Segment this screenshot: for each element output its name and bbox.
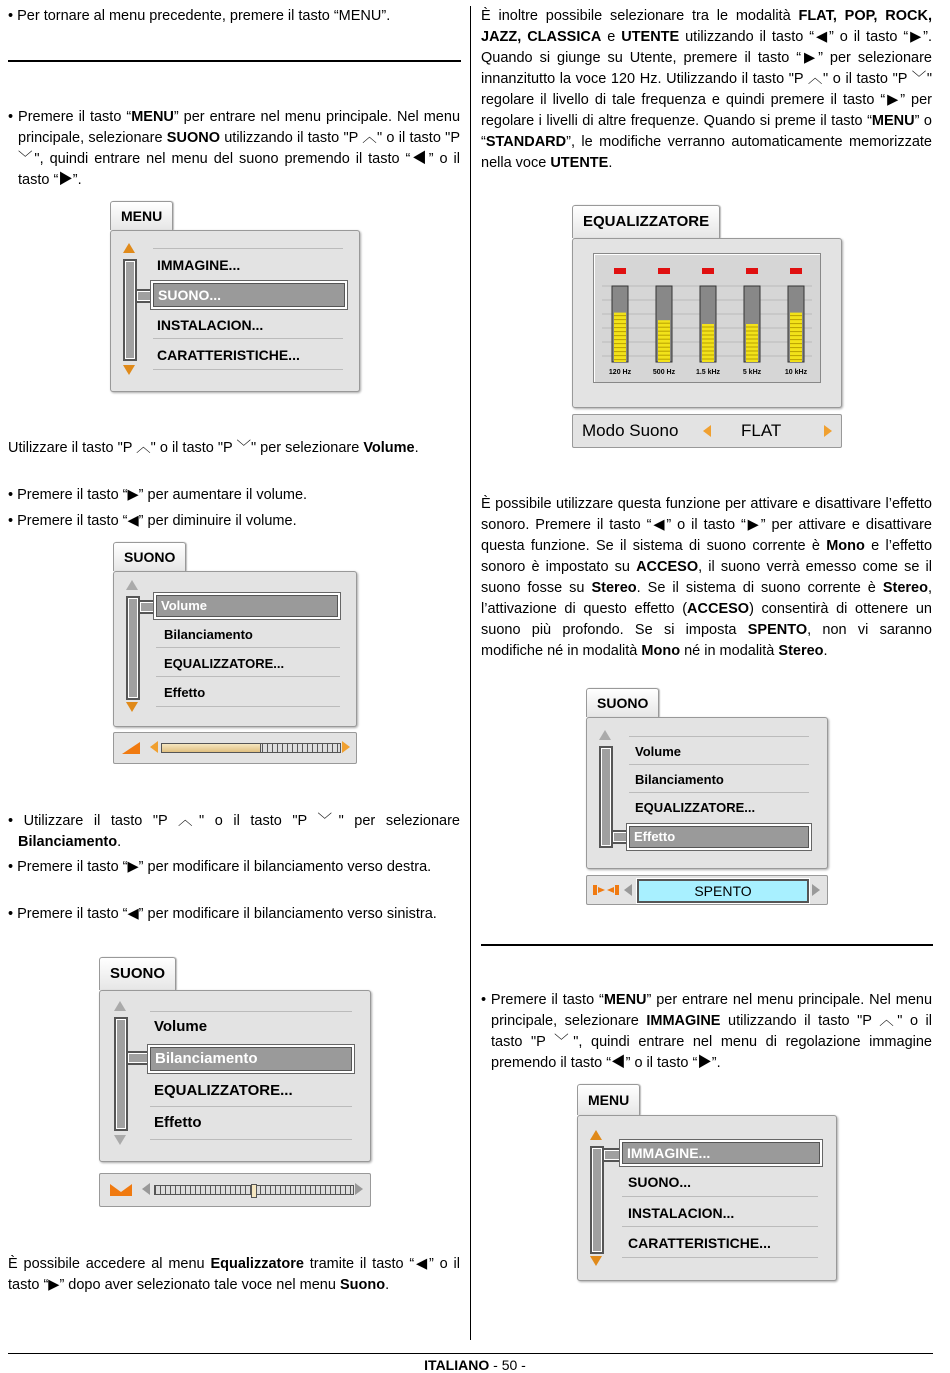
- selection-connector: [604, 1148, 622, 1162]
- scroll-up-icon[interactable]: [123, 243, 135, 253]
- eq-band-label: 500 Hz: [652, 369, 676, 376]
- sound-mode-label: Modo Suono: [582, 421, 679, 440]
- selection-connector: [128, 1051, 150, 1065]
- scroll-rail: [590, 1146, 604, 1254]
- menu-item-instalacion[interactable]: INSTALACION...: [157, 317, 264, 333]
- sound-mode-bar: [572, 414, 842, 448]
- menu-tab: SUONO: [99, 957, 176, 990]
- scroll-up-icon[interactable]: [590, 1130, 602, 1140]
- section-divider: [8, 60, 461, 62]
- balance-left-arrow[interactable]: [142, 1183, 150, 1195]
- menu-item-effetto[interactable]: Effetto: [154, 1114, 202, 1131]
- effect-icon: [593, 885, 619, 895]
- scroll-rail: [123, 259, 137, 361]
- menu-item-instalacion[interactable]: INSTALACION...: [628, 1205, 735, 1221]
- menu-panel: [110, 230, 360, 392]
- menu-item-suono[interactable]: SUONO...: [153, 283, 345, 307]
- scroll-rail: [114, 1017, 128, 1131]
- scroll-up-icon[interactable]: [599, 730, 611, 740]
- effect-description: È possibile utilizzare questa funzione per attivare e disattivare l’effetto sonoro. Premere il tasto “◀” o il tasto “▶” per attivare e disattivare questa funzione. Se il sistema di suono corrente è Mono e l’effetto sonoro è impostato su ACCESO, il suono verrà emesso come se il suono fosse su Stereo. Se il sistema di suono corrente è Stereo, l’attivazione di questo effetto (ACCESO) consentirà di ottenere un suono più profondo. Se si imposta SPENTO, non vi saranno modifiche né in modalità Mono né in modalità Stereo.: [481, 496, 933, 659]
- menu-item-immagine[interactable]: IMMAGINE...: [622, 1142, 820, 1164]
- menu-panel: [113, 571, 357, 727]
- scroll-up-icon[interactable]: [114, 1001, 126, 1011]
- page-footer: [0, 1357, 950, 1373]
- balance-right-arrow[interactable]: [355, 1183, 363, 1195]
- menu-item-immagine[interactable]: IMMAGINE...: [157, 257, 241, 273]
- balance-slider[interactable]: [154, 1185, 354, 1195]
- volume-fill: [162, 744, 261, 752]
- scroll-down-icon[interactable]: [126, 702, 138, 712]
- scroll-up-icon[interactable]: [126, 580, 138, 590]
- eq-peak-indicator: [702, 268, 714, 274]
- menu-tab: SUONO: [586, 688, 659, 717]
- volume-select-instruction: Utilizzare il tasto "P ︿" o il tasto "P ﹀" per selezionare Volume.: [8, 440, 419, 456]
- menu-item-effetto[interactable]: Effetto: [164, 685, 206, 700]
- menu-item-effetto[interactable]: Effetto: [629, 826, 809, 848]
- menu-tab: MENU: [110, 201, 173, 230]
- balance-icon: [110, 1184, 132, 1196]
- equalizer-graph: [593, 253, 821, 383]
- menu-tab: SUONO: [113, 542, 186, 571]
- page-number: - 50 -: [489, 1357, 526, 1373]
- menu-item-volume[interactable]: Volume: [635, 744, 681, 759]
- selection-connector: [140, 600, 156, 614]
- volume-up-instruction: • Premere il tasto “▶” per aumentare il volume.: [8, 487, 308, 503]
- selection-connector: [613, 830, 629, 844]
- menu-tab: MENU: [577, 1084, 640, 1115]
- sound-menu-volume-widget: [113, 542, 357, 764]
- footer-rule: [8, 1353, 933, 1354]
- volume-slider[interactable]: [161, 743, 341, 753]
- menu-item-bilanciamento[interactable]: Bilanciamento: [635, 772, 724, 787]
- eq-band-label: 10 kHz: [784, 369, 808, 376]
- effect-bar: [586, 875, 828, 905]
- eq-band-label: 1.5 kHz: [695, 369, 721, 376]
- effect-value[interactable]: SPENTO: [637, 879, 809, 903]
- scroll-down-icon[interactable]: [123, 365, 135, 375]
- menu-item-equalizzatore[interactable]: EQUALIZZATORE...: [635, 800, 756, 815]
- balance-right-instruction: • Premere il tasto “▶” per modificare il bilanciamento verso destra.: [8, 859, 432, 875]
- eq-band-label: 120 Hz: [608, 369, 632, 376]
- menu-panel: [577, 1115, 837, 1281]
- main-menu-widget: [110, 201, 360, 391]
- scroll-rail: [599, 746, 613, 848]
- eq-peak-indicator: [790, 268, 802, 274]
- mode-next-arrow[interactable]: [824, 425, 832, 437]
- section-divider: [481, 944, 933, 946]
- eq-band-label: 5 kHz: [742, 369, 762, 376]
- sound-menu-effect-widget: [586, 688, 828, 906]
- balance-select-instruction: • Utilizzare il tasto "P ︿" o il tasto "P ﹀" per selezionare Bilanciamento.: [8, 813, 460, 850]
- volume-decrease-arrow[interactable]: [150, 741, 158, 753]
- balance-knob[interactable]: [251, 1184, 257, 1198]
- eq-band-level[interactable]: [658, 320, 670, 362]
- menu-item-equalizzatore[interactable]: EQUALIZZATORE...: [164, 656, 285, 671]
- menu-panel: [99, 990, 371, 1162]
- column-divider: [470, 6, 471, 1340]
- scroll-rail: [126, 596, 140, 700]
- equalizer-modes-description: È inoltre possibile selezionare tra le modalità FLAT, POP, ROCK, JAZZ, CLASSICA e UTENTE utilizzando il tasto “◀” o il tasto “▶”. Quando si giunge su Utente, premere il tasto “▶” per selezionare innanzitutto la voce 120 Hz. Utilizzando il tasto "P ︿" o il tasto "P ﹀" regolare il livello di tale frequenza e quindi premere il tasto “▶” per regolare i livelli di altre frequenze. Quando si preme il tasto “MENU” o “STANDARD”, le modifiche verranno automaticamente memorizzate nella voce UTENTE.: [481, 8, 932, 171]
- scroll-down-icon[interactable]: [114, 1135, 126, 1145]
- menu-item-volume[interactable]: Volume: [154, 1018, 208, 1035]
- equalizer-access-note: È possibile accedere al menu Equalizzatore tramite il tasto “◀” o il tasto “▶” dopo aver selezionato tale voce nel menu Suono.: [8, 1256, 460, 1293]
- menu-item-caratteristiche[interactable]: CARATTERISTICHE...: [628, 1235, 771, 1251]
- volume-icon: [122, 742, 140, 754]
- effect-prev-arrow[interactable]: [624, 884, 632, 896]
- equalizer-widget: [572, 205, 842, 449]
- eq-peak-indicator: [746, 268, 758, 274]
- balance-left-instruction: • Premere il tasto “◀” per modificare il bilanciamento verso sinistra.: [8, 906, 437, 922]
- menu-item-suono[interactable]: SUONO...: [628, 1174, 692, 1190]
- scroll-down-icon[interactable]: [590, 1256, 602, 1266]
- sound-menu-balance-widget: [99, 957, 371, 1207]
- sound-mode-value: FLAT: [741, 421, 782, 440]
- effect-next-arrow[interactable]: [812, 884, 820, 896]
- equalizer-panel: [572, 238, 842, 408]
- eq-peak-indicator: [614, 268, 626, 274]
- menu-item-equalizzatore[interactable]: EQUALIZZATORE...: [154, 1082, 293, 1099]
- menu-item-caratteristiche[interactable]: CARATTERISTICHE...: [157, 347, 300, 363]
- menu-item-bilanciamento[interactable]: Bilanciamento: [150, 1047, 352, 1071]
- volume-down-instruction: • Premere il tasto “◀” per diminuire il volume.: [8, 513, 297, 529]
- equalizer-tab: EQUALIZZATORE: [572, 205, 720, 238]
- menu-panel: [586, 717, 828, 869]
- sound-menu-instruction: • Premere il tasto “MENU” per entrare nel menu principale. Nel menu principale, selezionare SUONO utilizzando il tasto "P ︿" o il tasto "P ﹀", quindi entrare nel menu del suono premendo il tasto “◀” o il tasto “▶”.: [8, 109, 461, 188]
- menu-item-volume[interactable]: Volume: [156, 595, 338, 617]
- menu-item-bilanciamento[interactable]: Bilanciamento: [164, 627, 253, 642]
- mode-prev-arrow[interactable]: [703, 425, 711, 437]
- selection-connector: [137, 289, 153, 303]
- main-menu-picture-widget: [577, 1084, 837, 1282]
- volume-bar: [113, 732, 357, 764]
- back-instruction: • Per tornare al menu precedente, premere il tasto “MENU”.: [8, 8, 391, 24]
- eq-peak-indicator: [658, 268, 670, 274]
- footer-language: ITALIANO: [424, 1357, 490, 1373]
- balance-bar: [99, 1173, 371, 1207]
- equalizer-bands: [594, 254, 820, 382]
- volume-increase-arrow[interactable]: [342, 741, 350, 753]
- picture-menu-instruction: • Premere il tasto “MENU” per entrare nel menu principale. Nel menu principale, selezionare IMMAGINE utilizzando il tasto "P ︿" o il tasto "P ﹀", quindi entrare nel menu di regolazione immagine premendo il tasto “◀” o il tasto “▶”.: [481, 992, 933, 1071]
